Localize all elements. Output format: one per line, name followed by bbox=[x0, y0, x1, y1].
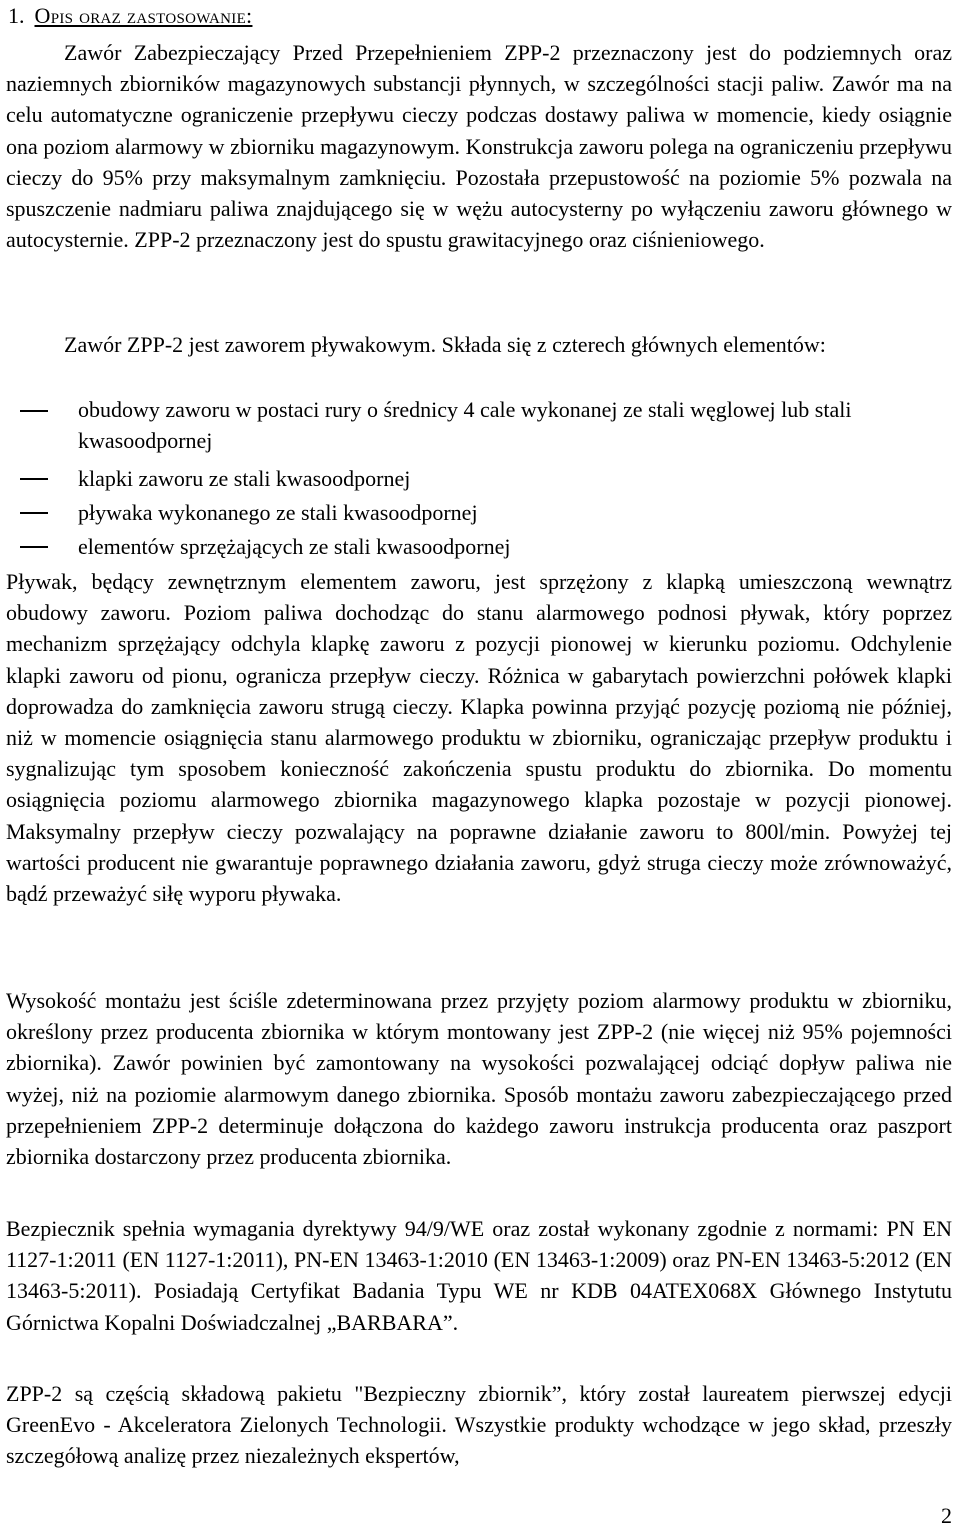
paragraph-standards: Bezpiecznik spełnia wymagania dyrektywy 94/9/WE oraz został wykonany zgodnie z normami: PN EN 1127-1:2011 (EN 1127-1:2011), PN-EN 13463-1:2010 (EN 13463-1:2009) oraz PN-EN 13463-5:2012 (EN 13463-5:2011). Posiadają Certyfikat Badania Typu WE nr KDB 04ATEX068X Głównego Instytutu Górnictwa Kopalni Doświadczalnej „BARBARA”. bbox=[6, 1216, 952, 1335]
dash-bullet-icon bbox=[20, 410, 48, 412]
section-title: Opis oraz zastosowanie: bbox=[34, 3, 253, 28]
list-item bbox=[6, 394, 952, 462]
dash-bullet-icon bbox=[20, 478, 48, 480]
dash-bullet-icon bbox=[20, 512, 48, 514]
paragraph-float: Pływak, będący zewnętrznym elementem zaworu, jest sprzężony z klapką umieszczoną wewnątrz obudowy zaworu. Poziom paliwa dochodząc do stanu alarmowego podnosi pływak, który poprzez mechanizm sprzężający odchyla klapkę zaworu z pozycji pionowej w kierunku poziomu. Odchylenie klapki zaworu od pionu, ogranicza przepływ cieczy. Różnica w gabarytach powierzchni połówek klapki doprowadza do zamknięcia zaworu strugą cieczy. Klapka powinna przyjąć pozycję poziomą nie później, niż w momencie osiągnięcia stanu alarmowego produktu w zbiorniku, ograniczając przepływ produktu i sygnalizując tym sposobem konieczność zakończenia spustu produktu do zbiornika. Do momentu osiągnięcia poziomu alarmowego zbiornika magazynowego klapka pozostaje w pozycji pionowej. Maksymalny przepływ cieczy pozwalający na poprawne działanie zaworu to 800l/min. Powyżej tej wartości producent nie gwarantuje poprawnego działania zaworu, gdyż struga cieczy może zrównoważyć, bądź przeważyć siłę wyporu pływaka. bbox=[6, 569, 952, 907]
list-item-text: pływaka wykonanego ze stali kwasoodpornej bbox=[78, 500, 478, 525]
page-number: 2 bbox=[941, 1503, 952, 1528]
list-item bbox=[6, 462, 952, 496]
section-number: 1. bbox=[8, 3, 25, 28]
components-list bbox=[6, 394, 952, 564]
list-item bbox=[6, 496, 952, 530]
list-item-text: elementów sprzężających ze stali kwasoodpornej bbox=[78, 534, 511, 559]
section-heading bbox=[8, 2, 252, 30]
paragraph-greenevo: ZPP-2 są częścią składową pakietu "Bezpieczny zbiornik”, który został laureatem pierwszej edycji GreenEvo - Akceleratora Zielonych Technologii. Wszystkie produkty wchodzące w jego skład, przeszły szczegółową analizę przez niezależnych ekspertów, bbox=[6, 1381, 952, 1469]
paragraph-intro: Zawór Zabezpieczający Przed Przepełnieniem ZPP-2 przeznaczony jest do podziemnych oraz naziemnych zbiorników magazynowych substancji płynnych, w szczególności stacji paliw. Zawór ma na celu automatyczne ograniczenie przepływu cieczy podczas dostawy paliwa w momencie, kiedy osiągnie ona poziom alarmowy w zbiorniku magazynowym. Konstrukcja zaworu polega na ograniczeniu przepływu cieczy do 95% przy maksymalnym zamknięciu. Pozostała przepustowość na poziomie 5% pozwala na spuszczenie nadmiaru paliwa znajdującego się w wężu autocysterny po wyłączeniu zaworu głównego w autocysternie. ZPP-2 przeznaczony jest do spustu grawitacyjnego oraz ciśnieniowego. bbox=[6, 40, 952, 253]
list-item-text: obudowy zaworu w postaci rury o średnicy 4 cale wykonanej ze stali węglowej lub stali kwasoodpornej bbox=[78, 397, 852, 453]
list-item-text: klapki zaworu ze stali kwasoodpornej bbox=[78, 466, 411, 491]
paragraph-components-intro: Zawór ZPP-2 jest zaworem pływakowym. Składa się z czterech głównych elementów: bbox=[64, 332, 826, 357]
list-item bbox=[6, 530, 952, 564]
paragraph-mounting: Wysokość montażu jest ściśle zdeterminowana przez przyjęty poziom alarmowy produktu w zbiorniku, określony przez producenta zbiornika w którym montowany jest ZPP-2 (nie więcej niż 95% pojemności zbiornika). Zawór powinien być zamontowany na wysokości pozwalającej odciąć dopływ paliwa nie wyżej, niż na poziomie alarmowym danego zbiornika. Sposób montażu zaworu zabezpieczającego przed przepełnieniem ZPP-2 determinuje dołączona do każdego zaworu instrukcja producenta oraz paszport zbiornika dostarczony przez producenta zbiornika. bbox=[6, 988, 952, 1170]
dash-bullet-icon bbox=[20, 546, 48, 548]
